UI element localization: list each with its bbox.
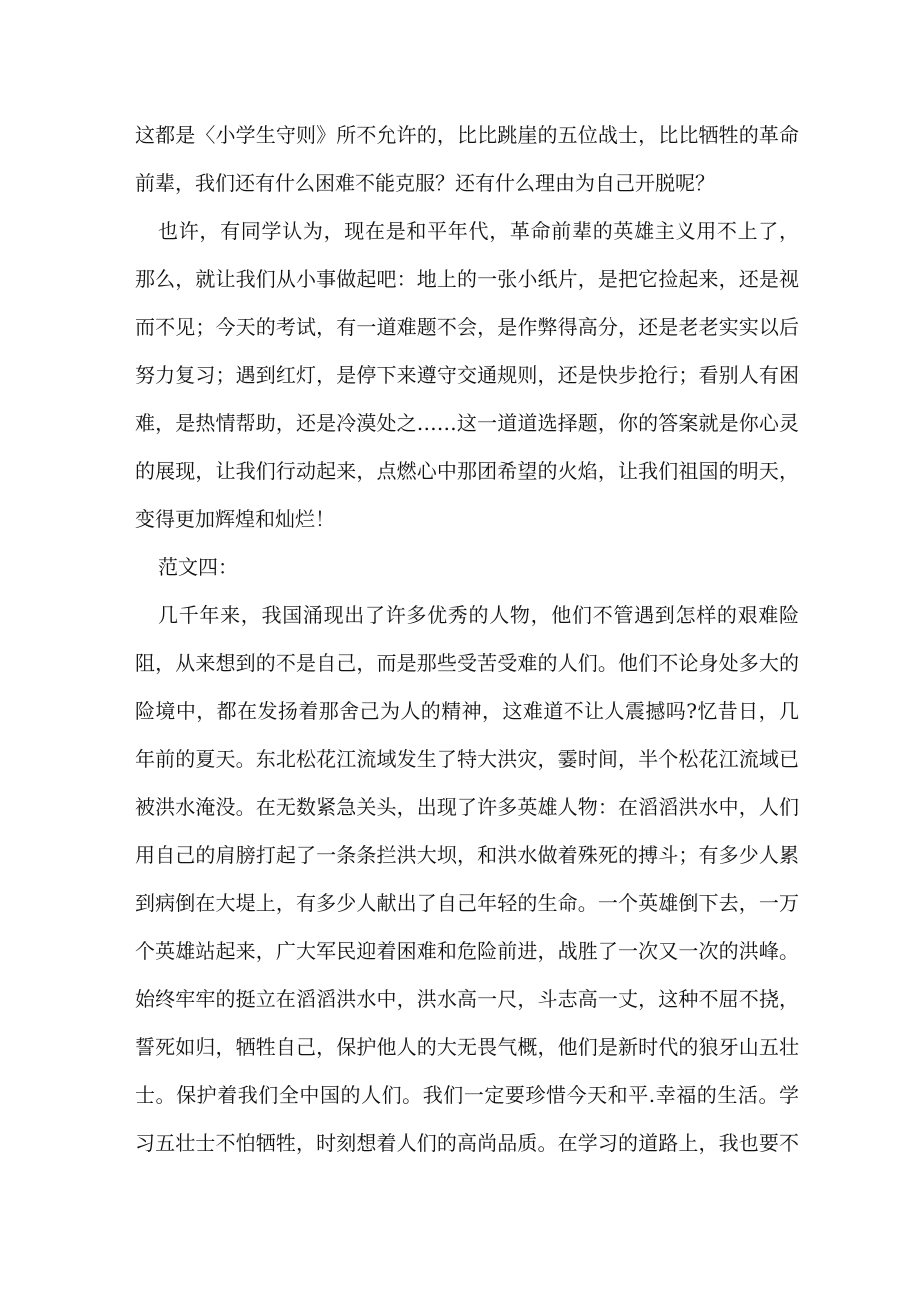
text-line: 努力复习；遇到红灯，是停下来遵守交通规则，还是快步抢行；看别人有困 bbox=[135, 363, 799, 387]
text-line: 阻，从来想到的不是自己，而是那些受苦受难的人们。他们不论身处多大的 bbox=[135, 651, 799, 675]
paragraph-continued bbox=[135, 111, 799, 207]
text-line: 到病倒在大堤上，有多少人献出了自己年轻的生命。一个英雄倒下去，一万 bbox=[135, 891, 799, 915]
text-line: 习五壮士不怕牺牲，时刻想着人们的高尚品质。在学习的道路上，我也要不 bbox=[135, 1131, 799, 1155]
text-line: 被洪水淹没。在无数紧急关头，出现了许多英雄人物：在滔滔洪水中，人们 bbox=[135, 795, 799, 819]
text-line: 而不见；今天的考试，有一道难题不会，是作弊得高分，还是老老实实以后 bbox=[135, 315, 799, 339]
text-line: 前辈，我们还有什么困难不能克服？还有什么理由为自己开脱呢？ bbox=[135, 171, 715, 195]
text-line: 誓死如归，牺牲自己，保护他人的大无畏气概，他们是新时代的狼牙山五壮 bbox=[135, 1035, 799, 1059]
text-line: 用自己的肩膀打起了一条条拦洪大坝，和洪水做着殊死的搏斗；有多少人累 bbox=[135, 843, 799, 867]
text-line: 年前的夏天。东北松花江流域发生了特大洪灾，霎时间，半个松花江流域已 bbox=[135, 747, 799, 771]
section-title: 范文四： bbox=[158, 555, 238, 579]
document-body bbox=[135, 111, 799, 1167]
section-heading bbox=[135, 543, 799, 591]
text-line: 这都是〈小学生守则》所不允许的，比比跳崖的五位战士，比比牺牲的革命 bbox=[135, 123, 799, 147]
paragraph bbox=[135, 207, 799, 543]
text-line: 几千年来，我国涌现出了许多优秀的人物，他们不管遇到怎样的艰难险 bbox=[158, 603, 799, 627]
text-line: 险境中，都在发扬着那舍己为人的精神，这难道不让人震撼吗?忆昔日，几 bbox=[135, 699, 799, 723]
text-line: 也许，有同学认为，现在是和平年代，革命前辈的英雄主义用不上了， bbox=[158, 219, 799, 243]
paragraph bbox=[135, 591, 799, 1167]
text-line: 那么，就让我们从小事做起吧：地上的一张小纸片，是把它捡起来，还是视 bbox=[135, 267, 799, 291]
text-line: 的展现，让我们行动起来，点燃心中那团希望的火焰，让我们祖国的明天， bbox=[135, 459, 799, 483]
text-line: 变得更加辉煌和灿烂！ bbox=[135, 507, 335, 531]
text-line: 难，是热情帮助，还是冷漠处之……这一道道选择题，你的答案就是你心灵 bbox=[135, 411, 799, 435]
text-line: 始终牢牢的挺立在滔滔洪水中，洪水高一尺，斗志高一丈，这种不屈不挠， bbox=[135, 987, 799, 1011]
text-line: 士。保护着我们全中国的人们。我们一定要珍惜今天和平.幸福的生活。学 bbox=[135, 1083, 799, 1107]
text-line: 个英雄站起来，广大军民迎着困难和危险前进，战胜了一次又一次的洪峰。 bbox=[135, 939, 799, 963]
